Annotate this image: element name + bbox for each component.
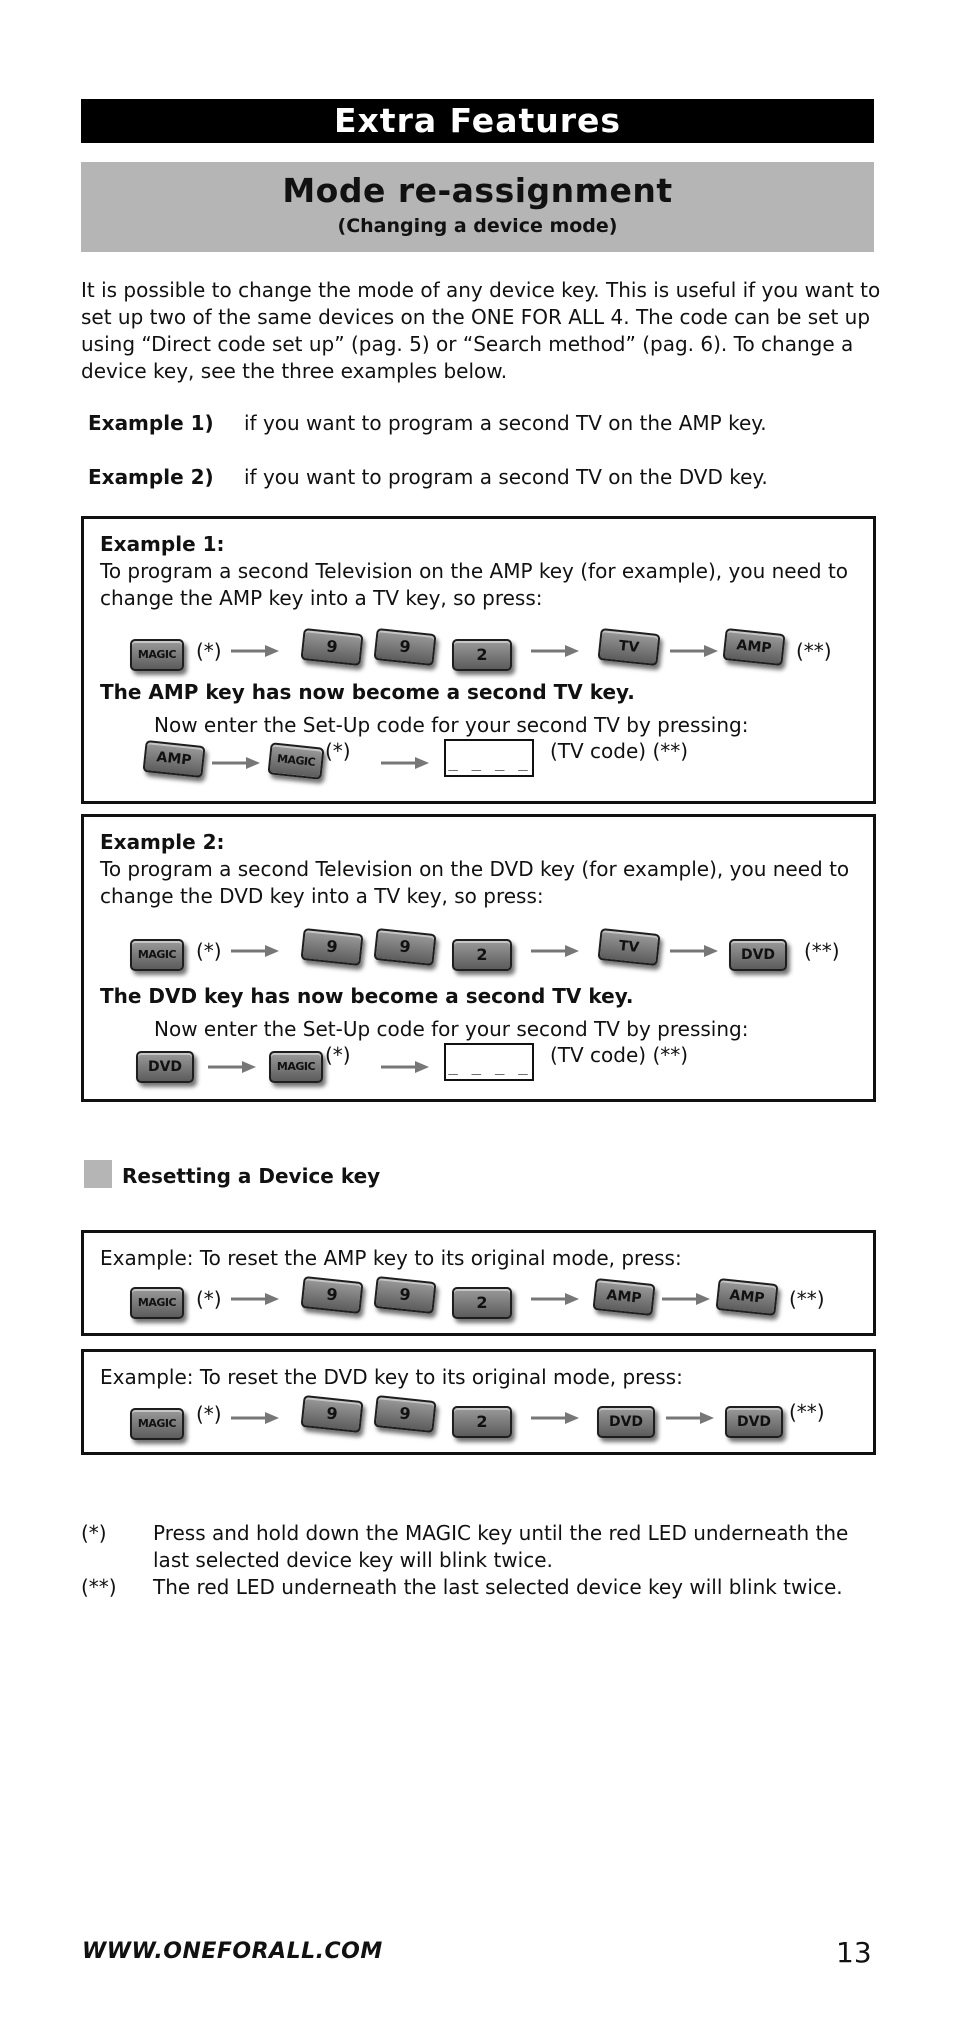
arrow-icon (531, 1293, 579, 1305)
arrow-icon (231, 1293, 279, 1305)
dvd-key: DVD (136, 1051, 194, 1083)
example-1-box (81, 516, 876, 804)
arrow-icon (531, 645, 579, 657)
dvd-key: DVD (597, 1406, 655, 1438)
arrow-icon (231, 645, 279, 657)
single-asterisk-mark: (*) (196, 1402, 222, 1426)
footnote (81, 1520, 873, 1574)
arrow-icon (670, 645, 718, 657)
arrow-icon (662, 1293, 710, 1305)
footnote-mark: (**) (81, 1575, 117, 1599)
digit-9-key: 9 (373, 928, 436, 966)
code-entry-box: _ _ _ _ (444, 739, 534, 777)
section-square-bullet (84, 1160, 112, 1188)
resetting-title: Resetting a Device key (122, 1164, 381, 1188)
intro-paragraph: It is possible to change the mode of any device key. This is useful if you want to set up two of the same devices on the ONE FOR ALL 4. The code can be set up using “Direct code set up” (pag. 5) or “Search method” (pag. 6). To change a device key, see the three examples below. (81, 278, 881, 383)
example-text: if you want to program a second TV on the AMP key. (244, 411, 767, 435)
tv-key: TV (597, 928, 660, 966)
magic-key: MAGIC (130, 1408, 184, 1440)
amp-key: AMP (722, 628, 785, 666)
example-1-result: The AMP key has now become a second TV key. (100, 680, 635, 704)
double-asterisk-mark: (**) (804, 939, 840, 963)
footnote-text: The red LED underneath the last selected device key will blink twice. (153, 1575, 843, 1599)
digit-2-key: 2 (452, 639, 512, 671)
example-1-instruction: Now enter the Set-Up code for your second TV by pressing: (154, 713, 749, 737)
tv-code-note: (TV code) (**) (550, 1043, 689, 1067)
dvd-key: DVD (725, 1406, 783, 1438)
digit-9-key: 9 (373, 1395, 436, 1433)
subsection-header (81, 162, 874, 252)
amp-key: AMP (715, 1278, 778, 1316)
website-url: WWW.ONEFORALL.COM (82, 1939, 383, 1964)
dvd-key: DVD (729, 939, 787, 971)
tv-code-note: (TV code) (**) (550, 739, 689, 763)
code-entry-sequence (84, 1041, 873, 1091)
example-1-text: To program a second Television on the AMP key (for example), you need to change the AMP key into a TV key, so press: (100, 559, 849, 610)
key-sequence (84, 1394, 873, 1444)
key-sequence (84, 627, 873, 677)
double-asterisk-mark: (**) (796, 639, 832, 663)
magic-key: MAGIC (267, 742, 324, 779)
reset-amp-text: Example: To reset the AMP key to its original mode, press: (100, 1246, 682, 1270)
arrow-icon (666, 1412, 714, 1424)
double-asterisk-mark: (**) (789, 1400, 825, 1424)
example-2-result: The DVD key has now become a second TV key. (100, 984, 634, 1008)
example-2-box (81, 814, 876, 1102)
magic-key: MAGIC (130, 939, 184, 971)
arrow-icon (670, 945, 718, 957)
single-asterisk-mark: (*) (325, 739, 351, 763)
reset-dvd-text: Example: To reset the DVD key to its original mode, press: (100, 1365, 683, 1389)
footnote (81, 1574, 873, 1601)
example-label: Example 2) (88, 465, 214, 489)
example-text: if you want to program a second TV on the DVD key. (244, 465, 768, 489)
arrow-icon (231, 945, 279, 957)
double-asterisk-mark: (**) (789, 1287, 825, 1311)
digit-2-key: 2 (452, 1406, 512, 1438)
reset-amp-box (81, 1230, 876, 1336)
code-entry-sequence (84, 737, 873, 787)
digit-9-key: 9 (300, 628, 363, 666)
example-2-instruction: Now enter the Set-Up code for your second TV by pressing: (154, 1017, 749, 1041)
magic-key: MAGIC (269, 1051, 323, 1083)
digit-9-key: 9 (373, 1276, 436, 1314)
single-asterisk-mark: (*) (196, 1287, 222, 1311)
subsection-title: Mode re-assignment (282, 171, 673, 210)
example-list-item (88, 410, 767, 437)
amp-key: AMP (592, 1278, 655, 1316)
digit-9-key: 9 (300, 1395, 363, 1433)
arrow-icon (231, 1412, 279, 1424)
arrow-icon (208, 1061, 256, 1073)
arrow-icon (381, 1061, 429, 1073)
amp-key: AMP (142, 740, 205, 778)
example-list-item (88, 464, 768, 491)
reset-dvd-box (81, 1349, 876, 1455)
magic-key: MAGIC (130, 639, 184, 671)
example-2-heading: Example 2: (100, 830, 225, 854)
digit-2-key: 2 (452, 1287, 512, 1319)
subsection-subtitle: (Changing a device mode) (337, 215, 618, 237)
arrow-icon (381, 757, 429, 769)
digit-9-key: 9 (300, 1276, 363, 1314)
digit-2-key: 2 (452, 939, 512, 971)
key-sequence (84, 1275, 873, 1325)
example-1-heading: Example 1: (100, 532, 225, 556)
single-asterisk-mark: (*) (196, 939, 222, 963)
code-entry-box: _ _ _ _ (444, 1043, 534, 1081)
page-number: 13 (836, 1936, 872, 1969)
key-sequence (84, 927, 873, 977)
arrow-icon (531, 945, 579, 957)
single-asterisk-mark: (*) (196, 639, 222, 663)
arrow-icon (212, 757, 260, 769)
example-2-text: To program a second Television on the DVD key (for example), you need to change the DVD key into a TV key, so press: (100, 857, 850, 908)
example-label: Example 1) (88, 411, 214, 435)
single-asterisk-mark: (*) (325, 1043, 351, 1067)
digit-9-key: 9 (373, 628, 436, 666)
section-title: Extra Features (81, 99, 874, 143)
digit-9-key: 9 (300, 928, 363, 966)
arrow-icon (531, 1412, 579, 1424)
footnote-text: Press and hold down the MAGIC key until the red LED underneath the last selected device key will blink twice. (153, 1521, 849, 1572)
tv-key: TV (597, 628, 660, 666)
magic-key: MAGIC (130, 1287, 184, 1319)
footnote-mark: (*) (81, 1521, 107, 1545)
